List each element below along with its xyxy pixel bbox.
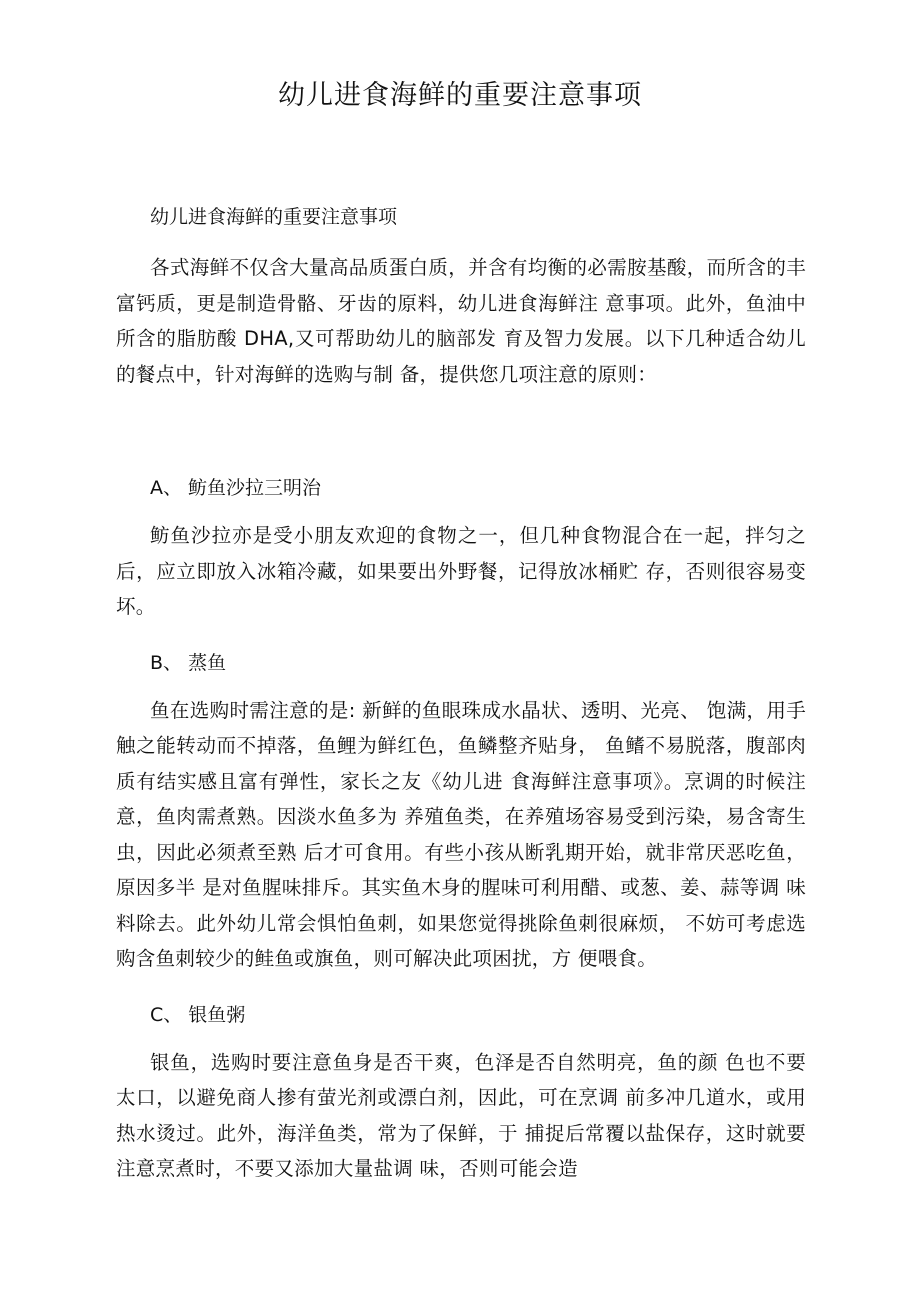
section-paragraph-c: 银鱼，选购时要注意鱼身是否干爽，色泽是否自然明亮，鱼的颜 色也不要太口，以避免商人掺有萤光剂或漂白剂，因此，可在烹调 前多冲几道水，或用热水烫过。此外，海洋鱼类，常为了保鲜，于 捕捉后常覆以盐保存，这时就要注意烹煮时，不要又添加大量盐调 味，否则可能会造 <box>116 1050 806 1180</box>
section-paragraph-b: 鱼在选购时需注意的是: 新鲜的鱼眼珠成水晶状、透明、光亮、 饱满，用手触之能转动而不掉落，鱼鲤为鲜红色，鱼鳞整齐贴身， 鱼鳍不易脱落，腹部肉质有结实感且富有弹性，家长之友《幼儿进 食海鲜注意事项》。烹调的时候注意，鱼肉需煮熟。因淡水鱼多为 养殖鱼类，在养殖场容易受到污染，易含寄生虫，因此必须煮至熟 后才可食用。有些小孩从断乳期开始，就非常厌恶吃鱼，原因多半 是对鱼腥味排斥。其实鱼木身的腥味可利用醋、或葱、姜、蒜等调 味料除去。此外幼儿常会惧怕鱼刺，如果您觉得挑除鱼刺很麻烦， 不妨可考虑选购含鱼刺较少的鲑鱼或旗鱼，则可解决此项困扰，方 便喂食。 <box>116 698 806 970</box>
document-subtitle: 幼儿进食海鲜的重要注意事项 <box>150 206 398 228</box>
section-heading-c: C、 银鱼粥 <box>150 1003 246 1026</box>
document-title: 幼儿进食海鲜的重要注意事项 <box>278 80 642 111</box>
section-heading-b: B、 蒸鱼 <box>150 651 227 674</box>
document-body <box>116 198 806 1209</box>
section-heading-a: A、 鲂鱼沙拉三明治 <box>150 477 322 499</box>
intro-paragraph: 各式海鲜不仅含大量高品质蛋白质，并含有均衡的必需胺基酸，而所含的丰富钙质，更是制造骨骼、牙齿的原料，幼儿进食海鲜注 意事项。此外，鱼油中所含的脂肪酸 DHA,又可帮助幼儿的脑部发 育及智力发展。以下几种适合幼儿的餐点中，针对海鲜的选购与制 备，提供您几项注意的原则： <box>116 256 806 386</box>
section-paragraph-a: 鲂鱼沙拉亦是受小朋友欢迎的食物之一，但几种食物混合在一起，拌匀之后，应立即放入冰箱冷藏，如果要出外野餐，记得放冰桶贮 存，否则很容易变坏。 <box>116 524 806 618</box>
